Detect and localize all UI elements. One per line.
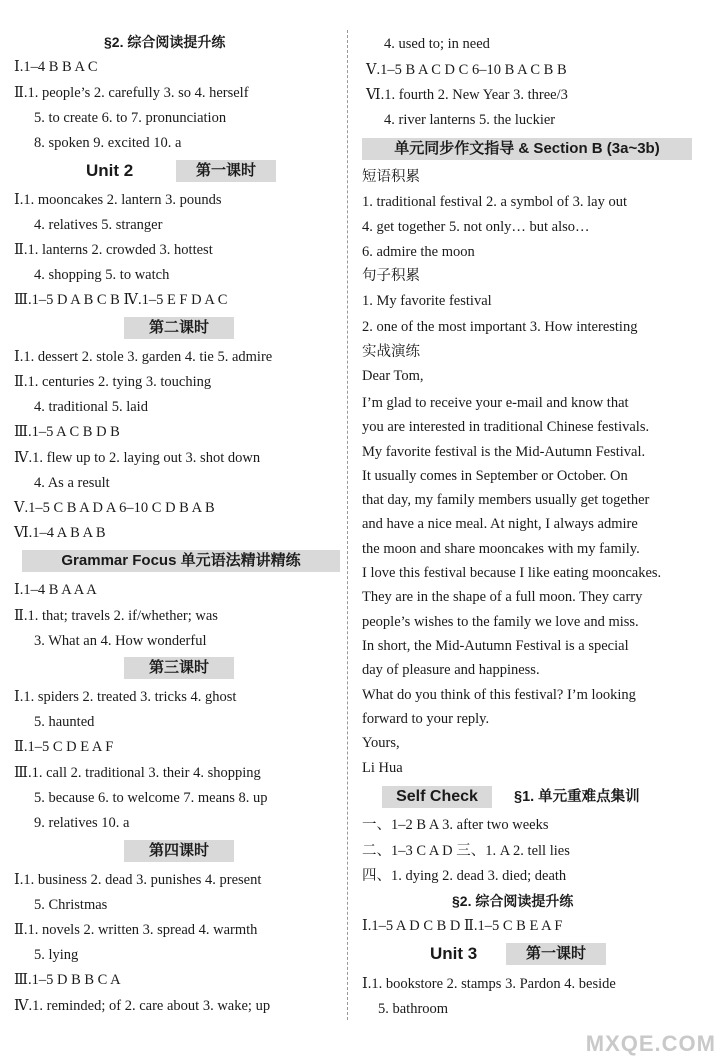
lesson-banner: 第四课时 xyxy=(124,840,234,862)
unit-title: Unit 3 xyxy=(430,944,478,963)
answer-line: Ⅱ.1. novels 2. written 3. spread 4. warmth xyxy=(14,922,258,938)
essay-line: My favorite festival is the Mid-Autumn Festival. xyxy=(362,443,646,460)
essay-line: that day, my family members usually get together xyxy=(362,492,650,509)
essay-line: day of pleasure and happiness. xyxy=(362,662,540,679)
essay-line: It usually comes in September or October. On xyxy=(362,467,628,484)
answer-line: 1. traditional festival 2. a symbol of 3. lay out xyxy=(362,194,627,210)
letter-greeting: Dear Tom, xyxy=(362,368,424,384)
essay-line: people’s wishes to the family we love and miss. xyxy=(362,613,639,630)
essay-body xyxy=(362,391,712,731)
answer-line: Ⅴ.1–5 B A C D C 6–10 B A C B B xyxy=(366,62,567,78)
column-divider xyxy=(347,30,348,1020)
answer-line: 5. haunted xyxy=(34,714,95,730)
answer-line: Ⅰ.1. business 2. dead 3. punishes 4. present xyxy=(14,872,262,888)
lesson-banner: 第一课时 xyxy=(506,943,606,965)
essay-line: What do you think of this festival? I’m looking xyxy=(362,686,636,703)
essay-line: In short, the Mid-Autumn Festival is a special xyxy=(362,637,629,654)
answer-line: Ⅱ.1. centuries 2. tying 3. touching xyxy=(14,374,212,390)
essay-line: forward to your reply. xyxy=(362,710,490,727)
answer-line: 1. My favorite festival xyxy=(362,293,492,309)
answer-line: 二、1–3 C A D 三、1. A 2. tell lies xyxy=(362,843,570,859)
answer-line: Ⅰ.1. spiders 2. treated 3. tricks 4. ghost xyxy=(14,689,237,705)
letter-signature: Li Hua xyxy=(362,760,403,776)
subsection-title: 句子积累 xyxy=(362,268,420,284)
subsection-title: 短语积累 xyxy=(362,169,420,185)
answer-line: 5. lying xyxy=(34,947,79,963)
watermark: MXQE.COM xyxy=(585,1031,716,1056)
answer-line: Ⅰ.1. bookstore 2. stamps 3. Pardon 4. beside xyxy=(362,976,616,992)
answer-line: 4. relatives 5. stranger xyxy=(34,217,163,233)
essay-line: and have a nice meal. At night, I always admire xyxy=(362,516,638,533)
answer-line: Ⅵ.1. fourth 2. New Year 3. three/3 xyxy=(366,87,568,103)
lesson-banner: 第三课时 xyxy=(124,657,234,679)
answer-line: 4. As a result xyxy=(34,475,110,491)
selfcheck-banner: Self Check xyxy=(382,786,492,808)
answer-line: 3. What an 4. How wonderful xyxy=(34,633,207,649)
answer-line: 5. to create 6. to 7. pronunciation xyxy=(34,110,227,126)
answer-line: 四、1. dying 2. dead 3. died; death xyxy=(362,868,567,884)
section-heading: §1. 单元重难点集训 xyxy=(514,789,640,805)
answer-line: 一、1–2 B A 3. after two weeks xyxy=(362,817,549,833)
answer-line: Ⅱ.1–5 C D E A F xyxy=(14,739,114,755)
essay-line: you are interested in traditional Chinese festivals. xyxy=(362,419,650,436)
answer-line: Ⅳ.1. flew up to 2. laying out 3. shot down xyxy=(14,450,261,466)
essay-line: the moon and share mooncakes with my family. xyxy=(362,540,640,557)
answer-line: 4. traditional 5. laid xyxy=(34,399,148,415)
answer-line: Ⅲ.1–5 D B B C A xyxy=(14,972,121,988)
answer-line: Ⅰ.1. mooncakes 2. lantern 3. pounds xyxy=(14,192,222,208)
answer-line: Ⅰ.1. dessert 2. stole 3. garden 4. tie 5. admire xyxy=(14,349,273,365)
answer-line: 6. admire the moon xyxy=(362,244,475,260)
answer-line: Ⅰ.1–5 A D C B D Ⅱ.1–5 C B E A F xyxy=(362,918,563,934)
answer-line: 9. relatives 10. a xyxy=(34,815,130,831)
essay-line: I love this festival because I like eating mooncakes. xyxy=(362,565,662,582)
writing-banner: 单元同步作文指导 & Section B (3a~3b) xyxy=(362,138,692,160)
answer-line: Ⅰ.1–4 B A A A xyxy=(14,582,97,598)
essay-line: They are in the shape of a full moon. They carry xyxy=(362,589,643,606)
answer-line: Ⅱ.1. that; travels 2. if/whether; was xyxy=(14,608,218,624)
answer-line: 4. shopping 5. to watch xyxy=(34,267,170,283)
unit-title: Unit 2 xyxy=(86,161,134,180)
answer-line: Ⅲ.1–5 D A B C B Ⅳ.1–5 E F D A C xyxy=(14,292,228,308)
answer-line: 5. Christmas xyxy=(34,897,108,913)
answer-line: 8. spoken 9. excited 10. a xyxy=(34,135,182,151)
letter-closing: Yours, xyxy=(362,735,400,751)
answer-line: Ⅲ.1–5 A C B D B xyxy=(14,424,120,440)
lesson-banner: 第二课时 xyxy=(124,317,234,339)
answer-line: 4. used to; in need xyxy=(384,36,490,52)
answer-line: Ⅳ.1. reminded; of 2. care about 3. wake; up xyxy=(14,998,271,1014)
answer-line: Ⅱ.1. people’s 2. carefully 3. so 4. herself xyxy=(14,85,249,101)
section-heading: §2. 综合阅读提升练 xyxy=(104,34,226,50)
lesson-banner: 第一课时 xyxy=(176,160,276,182)
answer-line: 5. because 6. to welcome 7. means 8. up xyxy=(34,790,268,806)
subsection-title: 实战演练 xyxy=(362,344,420,360)
grammar-banner: Grammar Focus 单元语法精讲精练 xyxy=(22,550,340,572)
answer-line: 5. bathroom xyxy=(378,1001,449,1017)
answer-line: Ⅰ.1–4 B B A C xyxy=(14,59,98,75)
answer-line: Ⅵ.1–4 A B A B xyxy=(14,525,106,541)
section-heading: §2. 综合阅读提升练 xyxy=(452,893,574,909)
answer-line: Ⅴ.1–5 C B A D A 6–10 C D B A B xyxy=(14,500,215,516)
answer-line: 2. one of the most important 3. How interesting xyxy=(362,319,638,335)
essay-line: I’m glad to receive your e-mail and know that xyxy=(362,395,629,411)
answer-line: 4. river lanterns 5. the luckier xyxy=(384,112,556,128)
answer-line: Ⅲ.1. call 2. traditional 3. their 4. shopping xyxy=(14,765,261,781)
answer-line: Ⅱ.1. lanterns 2. crowded 3. hottest xyxy=(14,242,213,258)
answer-line: 4. get together 5. not only… but also… xyxy=(362,219,590,235)
